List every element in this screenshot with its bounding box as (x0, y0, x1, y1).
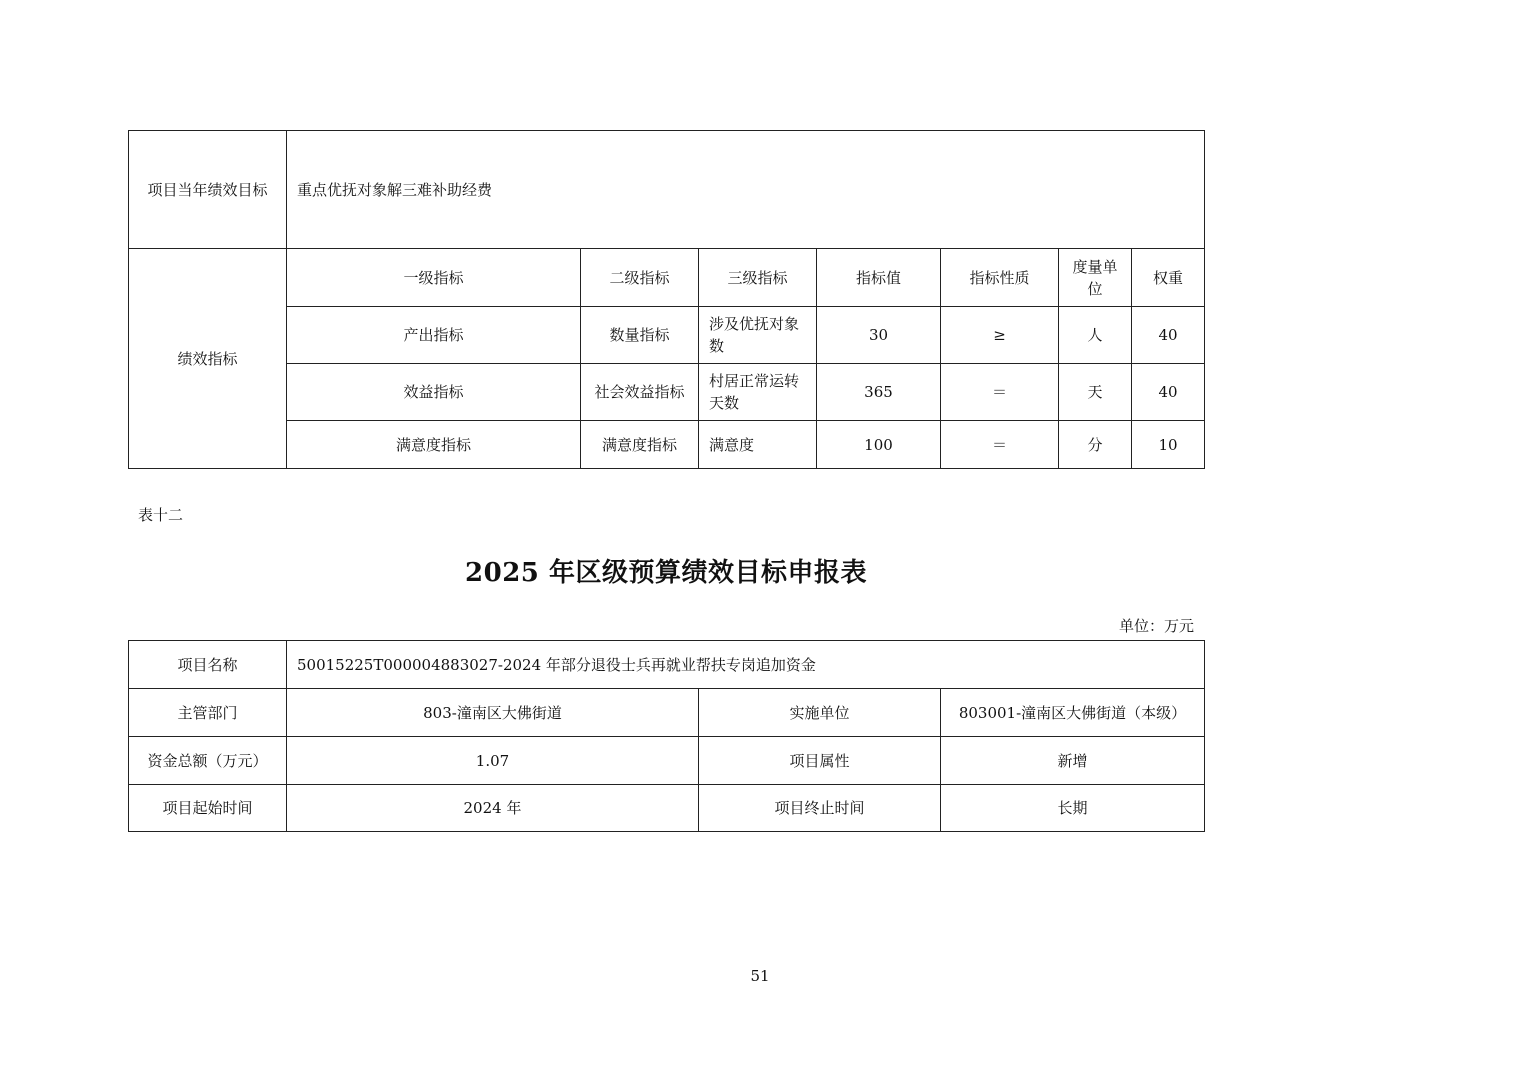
cell-level2: 数量指标 (581, 307, 699, 364)
cell-nature: ≥ (941, 307, 1059, 364)
fund-value: 1.07 (287, 737, 699, 785)
cell-weight: 40 (1132, 364, 1205, 421)
project-name-value: 50015225T000004883027-2024 年部分退役士兵再就业帮扶专岗追加资金 (287, 641, 1205, 689)
report-title: 2025 年区级预算绩效目标申报表 (465, 558, 867, 588)
table-row (129, 307, 1205, 364)
project-info-table (128, 640, 1205, 832)
dept-value: 803-潼南区大佛街道 (287, 689, 699, 737)
cell-weight: 40 (1132, 307, 1205, 364)
header-nature: 指标性质 (941, 249, 1059, 307)
dept-label: 主管部门 (129, 689, 287, 737)
performance-indicator-table (128, 130, 1205, 469)
cell-value: 100 (817, 421, 941, 469)
header-level2: 二级指标 (581, 249, 699, 307)
attr-label: 项目属性 (699, 737, 941, 785)
header-level3: 三级指标 (699, 249, 817, 307)
cell-level3: 满意度 (699, 421, 817, 469)
cell-level2: 社会效益指标 (581, 364, 699, 421)
cell-weight: 10 (1132, 421, 1205, 469)
goal-text: 重点优抚对象解三难补助经费 (287, 131, 1205, 249)
cell-level1: 产出指标 (287, 307, 581, 364)
cell-nature: ＝ (941, 421, 1059, 469)
indicators-label: 绩效指标 (129, 249, 287, 469)
table-caption: 表十二 (138, 506, 184, 524)
project-name-label: 项目名称 (129, 641, 287, 689)
header-unit: 度量单位 (1059, 249, 1132, 307)
page-number: 51 (750, 967, 770, 985)
cell-level1: 效益指标 (287, 364, 581, 421)
attr-value: 新增 (941, 737, 1205, 785)
header-weight: 权重 (1132, 249, 1205, 307)
cell-unit: 人 (1059, 307, 1132, 364)
goal-label: 项目当年绩效目标 (129, 131, 287, 249)
table-row (129, 421, 1205, 469)
cell-level2: 满意度指标 (581, 421, 699, 469)
cell-unit: 天 (1059, 364, 1132, 421)
cell-level1: 满意度指标 (287, 421, 581, 469)
end-label: 项目终止时间 (699, 785, 941, 832)
start-value: 2024 年 (287, 785, 699, 832)
cell-value: 365 (817, 364, 941, 421)
impl-value: 803001-潼南区大佛街道（本级） (941, 689, 1205, 737)
header-level1: 一级指标 (287, 249, 581, 307)
fund-label: 资金总额（万元） (129, 737, 287, 785)
cell-level3: 涉及优抚对象数 (699, 307, 817, 364)
table-row (129, 364, 1205, 421)
cell-nature: ＝ (941, 364, 1059, 421)
end-value: 长期 (941, 785, 1205, 832)
impl-label: 实施单位 (699, 689, 941, 737)
header-value: 指标值 (817, 249, 941, 307)
cell-unit: 分 (1059, 421, 1132, 469)
unit-label: 单位：万元 (1118, 617, 1194, 635)
cell-level3: 村居正常运转天数 (699, 364, 817, 421)
start-label: 项目起始时间 (129, 785, 287, 832)
cell-value: 30 (817, 307, 941, 364)
